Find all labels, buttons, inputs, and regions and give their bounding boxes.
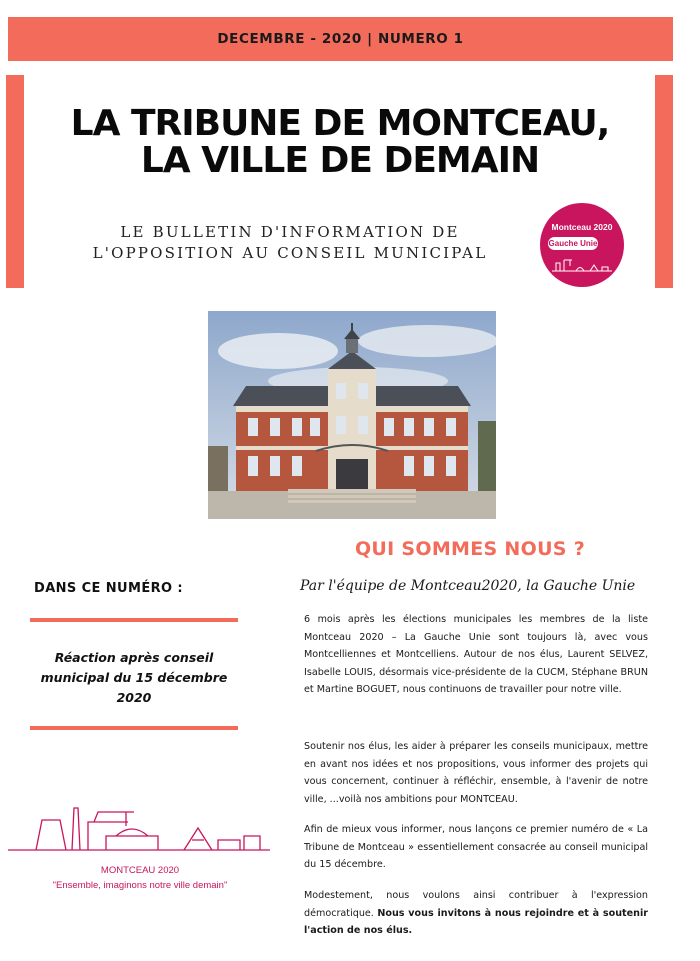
newsletter-title — [30, 105, 650, 179]
paragraph-1: 6 mois après les élections municipales les membres de la liste Montceau 2020 – La Gauche Unie sont toujours là, avec vous Montcelliennes et Montcelliens. Autour de nos élus, Laurent SELVEZ, Isabelle LOUIS, désormais vice-présidente de la CUCM, Stéphane BRUN et Martine BOGUET, nous continuons de travailler pour notre ville. — [304, 614, 648, 696]
title-line-2: LA VILLE DE DEMAIN — [140, 140, 540, 181]
date-issue-banner — [8, 17, 673, 61]
montceau-2020-logo — [540, 203, 624, 287]
right-accent-bar — [655, 75, 673, 288]
city-skyline-illustration — [8, 800, 270, 860]
logo-skyline-icon — [550, 255, 614, 273]
sidebar-rule-top — [30, 618, 238, 622]
sidebar-rule-bottom — [30, 726, 238, 730]
paragraph-3: Afin de mieux vous informer, nous lançons ce premier numéro de « La Tribune de Montceau » essentiellement consacrée au conseil municipal du 15 décembre. — [304, 824, 648, 871]
logo-line-2: Gauche Unie — [548, 239, 598, 248]
footer-org-name: MONTCEAU 2020 — [100, 865, 180, 876]
title-line-1: LA TRIBUNE DE MONTCEAU, — [70, 103, 610, 144]
logo-line-1: Montceau 2020 — [551, 222, 613, 232]
paragraph-2: Soutenir nos élus, les aider à préparer les conseils municipaux, mettre en avant nos idées et nos propositions, vous informer des projets qui vous concernent, continuer à réfléchir, ensemble, à l'avenir de notre ville, ...voilà nos ambitions pour MONTCEAU. — [304, 741, 648, 805]
sidebar-heading: DANS CE NUMÉRO : — [34, 581, 184, 596]
paragraph-4-bold: Nous vous invitons à nous rejoindre et à soutenir l'action de nos élus. — [304, 907, 648, 937]
town-hall-photo — [208, 311, 496, 519]
footer-slogan: "Ensemble, imaginons notre ville demain" — [52, 880, 228, 891]
sidebar-article-link[interactable]: Réaction après conseil municipal du 15 décembre 2020 — [40, 650, 228, 705]
left-accent-bar — [6, 75, 24, 288]
subtitle-line-1: LE BULLETIN D'INFORMATION DE — [120, 223, 460, 241]
subtitle-line-2: L'OPPOSITION AU CONSEIL MUNICIPAL — [92, 244, 488, 262]
section-title: QUI SOMMES NOUS ? — [354, 538, 586, 560]
paragraph-4-text: Modestement, nous voulons ainsi contribuer à l'expression démocratique. — [304, 890, 648, 919]
newsletter-subtitle — [60, 222, 520, 264]
banner-text: DECEMBRE - 2020 | NUMERO 1 — [217, 31, 464, 47]
paragraph-4 — [304, 887, 648, 940]
byline: Par l'équipe de Montceau2020, la Gauche Unie — [300, 578, 636, 594]
